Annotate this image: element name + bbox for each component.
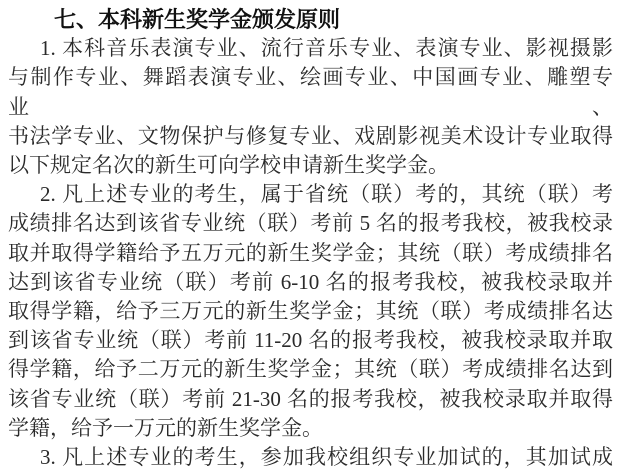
text-line: 到该省专业统（联）考前 11-20 名的报考我校，被我校录取并取 <box>8 328 613 353</box>
text-line: 以下规定名次的新生可向学校申请新生奖学金。 <box>8 153 449 178</box>
paragraph-rules-intro <box>8 34 613 180</box>
text-line: 取得学籍，给予三万元的新生奖学金；其统（联）考成绩排名达 <box>8 299 613 324</box>
text-line: 书法学专业、文物保护与修复专业、戏剧影视美术设计专业取得 <box>8 123 613 148</box>
text-line: 达到该省专业统（联）考前 6-10 名的报考我校，被我校录取并 <box>8 269 613 294</box>
text-line: 得学籍，给予二万元的新生奖学金；其统（联）考成绩排名达到 <box>8 357 613 382</box>
text-line: 与制作专业、舞蹈表演专业、绘画专业、中国画专业、雕塑专业、 <box>8 65 613 119</box>
document-title: 七、本科新生奖学金颁发原则 <box>54 7 341 32</box>
text-line: 成绩排名达到该省专业统（联）考前 5 名的报考我校，被我校录 <box>8 211 613 236</box>
text-line: 取并取得学籍给予五万元的新生奖学金；其统（联）考成绩排名 <box>8 240 613 265</box>
paragraph-school-test-awards <box>8 443 613 472</box>
text-line: 2. 凡上述专业的考生，属于省统（联）考的，其统（联）考 <box>40 182 613 207</box>
paragraph-unified-exam-awards <box>8 180 613 443</box>
text-line: 该省专业统（联）考前 21-30 名的报考我校，被我校录取并取得 <box>8 386 613 411</box>
text-line: 1. 本科音乐表演专业、流行音乐专业、表演专业、影视摄影 <box>40 36 613 61</box>
text-line: 3. 凡上述专业的考生，参加我校组织专业加试的，其加试成 <box>40 445 613 470</box>
text-line: 学籍，给予一万元的新生奖学金。 <box>8 415 323 440</box>
